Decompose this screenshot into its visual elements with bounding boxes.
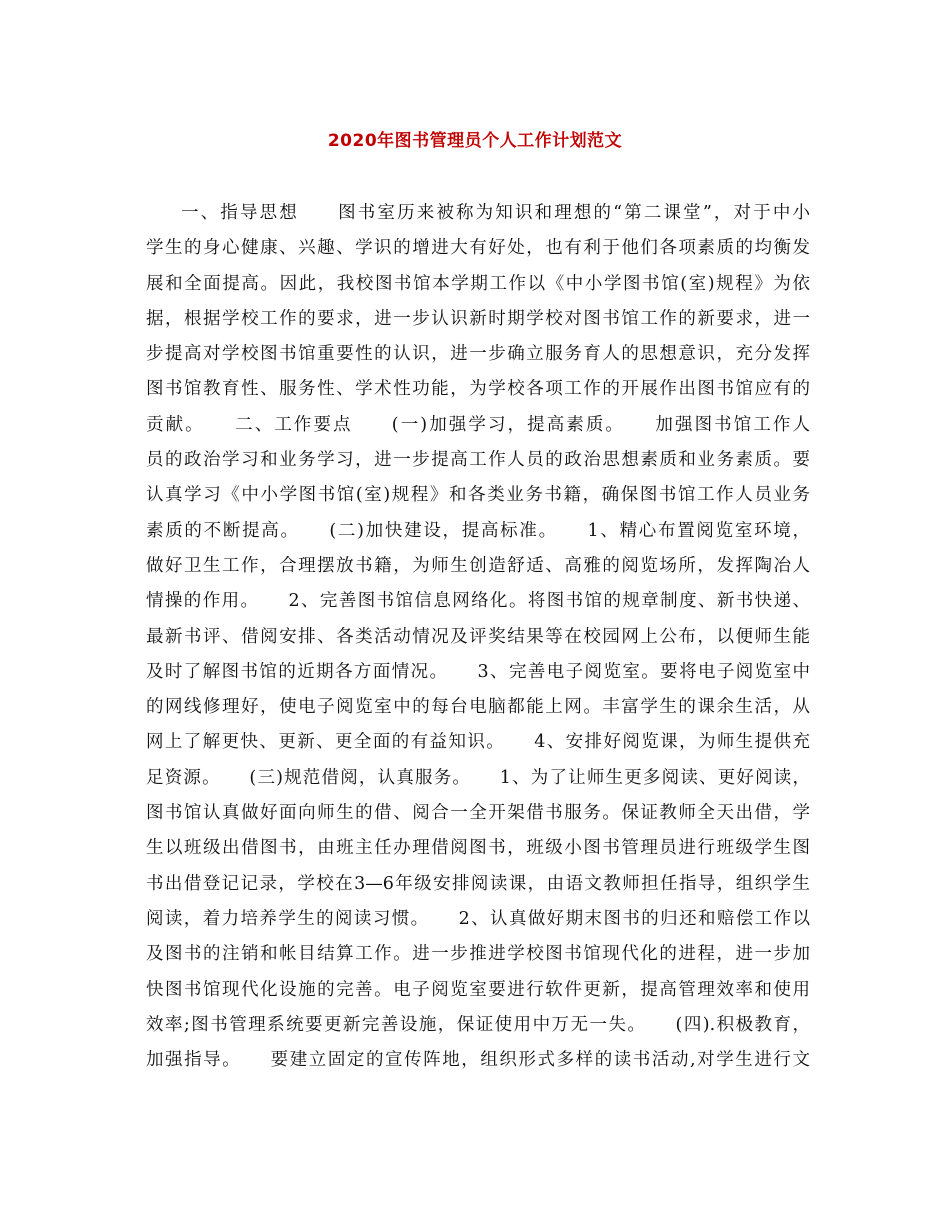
- text-line: 展和全面提高。因此，我校图书馆本学期工作以《中小学图书馆(室)规程》为依: [146, 273, 810, 294]
- text-line: 据，根据学校工作的要求，进一步认识新时期学校对图书馆工作的新要求，进一: [146, 308, 810, 329]
- text-line: 的网线修理好，使电子阅览室中的每台电脑都能上网。丰富学生的课余生活，从: [146, 697, 810, 718]
- text-line: 一、指导思想 图书室历来被称为知识和理想的“第二课堂”，对于中小: [181, 203, 810, 223]
- text-line: 最新书评、借阅安排、各类活动情况及评奖结果等在校园网上公布，以便师生能: [146, 626, 810, 647]
- text-line: 阅读，着力培养学生的阅读习惯。 2、认真做好期末图书的归还和赔偿工作以: [146, 908, 810, 929]
- text-line: 步提高对学校图书馆重要性的认识，进一步确立服务育人的思想意识，充分发挥: [146, 344, 810, 365]
- document-body: [146, 196, 810, 1078]
- text-line: 员的政治学习和业务学习，进一步提高工作人员的政治思想素质和业务素质。要: [146, 450, 810, 471]
- document-title: 2020年图书管理员个人工作计划范文: [327, 131, 623, 151]
- text-line: 图书馆认真做好面向师生的借、阅合一全开架借书服务。保证教师全天出借，学: [146, 803, 810, 824]
- text-line: 书出借登记记录，学校在3—6年级安排阅读课，由语文教师担任指导，组织学生: [146, 873, 810, 894]
- text-line: 快图书馆现代化设施的完善。电子阅览室要进行软件更新，提高管理效率和使用: [146, 979, 810, 1000]
- text-line: 学生的身心健康、兴趣、学识的增进大有好处，也有利于他们各项素质的均衡发: [146, 238, 810, 259]
- text-line: 效率;图书管理系统要更新完善设施，保证使用中万无一失。 (四).积极教育，: [146, 1014, 810, 1035]
- text-line: 情操的作用。 2、完善图书馆信息网络化。将图书馆的规章制度、新书快递、: [146, 591, 810, 612]
- text-line: 加强指导。 要建立固定的宣传阵地，组织形式多样的读书活动,对学生进行文: [146, 1050, 810, 1071]
- text-line: 图书馆教育性、服务性、学术性功能，为学校各项工作的开展作出图书馆应有的: [146, 379, 810, 400]
- text-line: 及时了解图书馆的近期各方面情况。 3、完善电子阅览室。要将电子阅览室中: [146, 661, 810, 682]
- text-line: 生以班级出借图书，由班主任办理借阅图书，班级小图书管理员进行班级学生图: [146, 838, 810, 859]
- text-line: 及图书的注销和帐目结算工作。进一步推进学校图书馆现代化的进程，进一步加: [146, 944, 810, 965]
- text-line: 做好卫生工作，合理摆放书籍，为师生创造舒适、高雅的阅览场所，发挥陶冶人: [146, 555, 810, 576]
- text-line: 素质的不断提高。 (二)加快建设，提高标准。 1、精心布置阅览室环境，: [146, 520, 810, 541]
- text-line: 认真学习《中小学图书馆(室)规程》和各类业务书籍，确保图书馆工作人员业务: [146, 485, 810, 506]
- text-line: 网上了解更快、更新、更全面的有益知识。 4、安排好阅览课，为师生提供充: [146, 732, 810, 753]
- text-line: 贡献。 二、工作要点 (一)加强学习，提高素质。 加强图书馆工作人: [146, 414, 810, 435]
- text-line: 足资源。 (三)规范借阅，认真服务。 1、为了让师生更多阅读、更好阅读，: [146, 767, 810, 788]
